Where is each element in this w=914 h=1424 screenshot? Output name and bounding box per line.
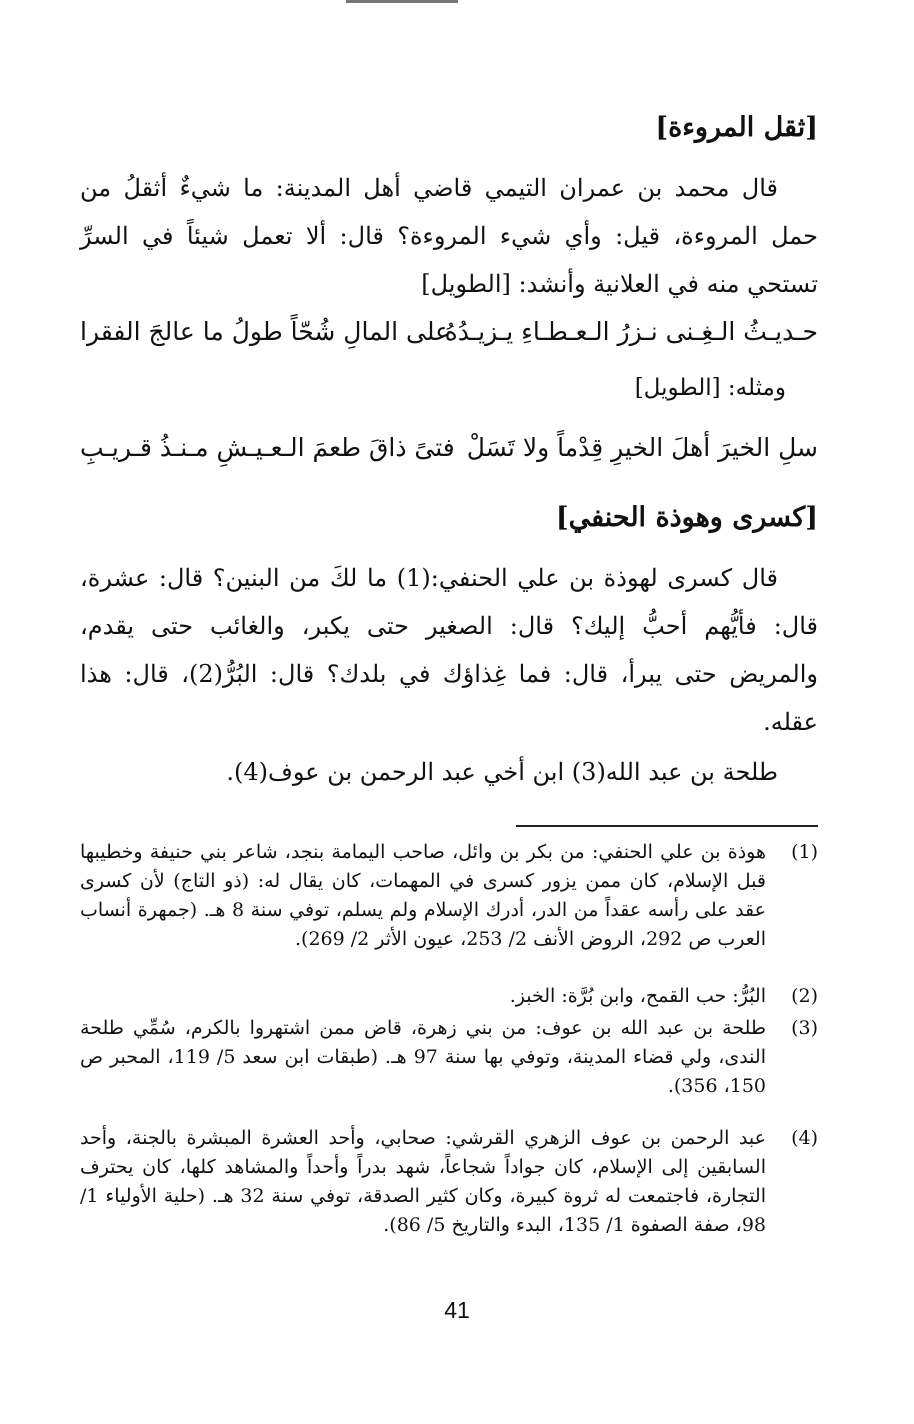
paragraph-text: قال محمد بن عمران التيمي قاضي أهل المدينة: ما شيءٌ أثقلُ من حمل المروءة، قيل: وأي شيء المروءة؟ قال: ألا تعمل شيئاً في السرِّ تستحي منه في العلانية وأنشد: [الطويل] <box>80 174 818 298</box>
footnote-number: (1) <box>791 841 818 863</box>
poem-verse-1 <box>80 308 818 356</box>
footnote-text: البُرُّ: حب القمح، وابن بُرَّة: الخبز. <box>509 985 766 1007</box>
footnote-separator <box>516 825 818 827</box>
top-rule <box>346 0 458 3</box>
verse-1-first-hemistich: حـديـثُ الـغِـنى نـزرُ الـعـطـاءِ يـزيـدُهُ <box>444 317 818 346</box>
paragraph-talha <box>80 748 818 796</box>
footnote-text: هوذة بن علي الحنفي: من بكر بن وائل، صاحب اليمامة بنجد، شاعر بني حنيفة وخطيبها قبل الإسلام، كان ممن يزور كسرى في المهمات، كان يقال له: (ذو التاج) لأن كسرى عقد على رأسه عقداً من الدر، أدرك الإسلام ولم يسلم، توفي سنة 8 هـ. (جمهرة أنساب العرب ص 292، الروض الأنف 2/ 253، عيون الأثر 2/ 269). <box>80 841 766 950</box>
footnote-3 <box>80 1014 818 1101</box>
poem-verse-2 <box>80 424 818 472</box>
paragraph-text: طلحة بن عبد الله(3) ابن أخي عبد الرحمن بن عوف(4). <box>226 758 778 786</box>
footnote-1 <box>80 838 818 954</box>
footnote-number: (3) <box>791 1017 818 1039</box>
paragraph-kisra <box>80 554 818 746</box>
verse-2-first-hemistich: سلِ الخيرَ أهلَ الخيرِ قِدْماً ولا تَسَلْ <box>466 433 818 462</box>
meter-label: ومثله: [الطويل] <box>634 375 786 401</box>
verse-2-second-hemistich: فتىً ذاقَ طعمَ الـعـيـشِ مـنـذُ قـريـبِ <box>80 433 455 462</box>
verse-1-second-hemistich: على المالِ شُحّاً طولُ ما عالجَ الفقرا <box>80 317 451 346</box>
footnote-number: (4) <box>791 1127 818 1149</box>
footnote-number: (2) <box>791 985 818 1007</box>
section-heading-kisra-hawdha: [كسرى وهوذة الحنفي] <box>555 502 818 533</box>
paragraph-text: قال كسرى لهوذة بن علي الحنفي:(1) ما لكَ من البنين؟ قال: عشرة، قال: فأيُّهم أحبُّ إليك؟ قال: الصغير حتى يكبر، والغائب حتى يقدم، والمريض حتى يبرأ، قال: فما غِذاؤك في بلدك؟ قال: البُرُّ(2)، قال: هذا عقله. <box>80 564 818 736</box>
footnote-4 <box>80 1124 818 1240</box>
paragraph-muruah <box>80 164 818 308</box>
section-heading-thiql-al-muruah: [ثقل المروءة] <box>655 112 818 143</box>
footnote-text: طلحة بن عبد الله بن عوف: من بني زهرة، قاض ممن اشتهروا بالكرم، سُمِّي طلحة الندى، ولي قضاء المدينة، وتوفي بها سنة 97 هـ. (طبقات ابن سعد 5/ 119، المحبر ص 150، 356). <box>80 1017 766 1097</box>
page-number: 41 <box>444 1297 470 1323</box>
footnote-2 <box>80 982 818 1011</box>
footnote-text: عبد الرحمن بن عوف الزهري القرشي: صحابي، وأحد العشرة المبشرة بالجنة، وأحد السابقين إلى الإسلام، كان جواداً شجاعاً، شهد بدراً وأحداً والمشاهد كلها، كان يحترف التجارة، فاجتمعت له ثروة كبيرة، وكان كثير الصدقة، توفي سنة 32 هـ. (حلية الأولياء 1/ 98، صفة الصفوة 1/ 135، البدء والتاريخ 5/ 86). <box>80 1127 766 1236</box>
